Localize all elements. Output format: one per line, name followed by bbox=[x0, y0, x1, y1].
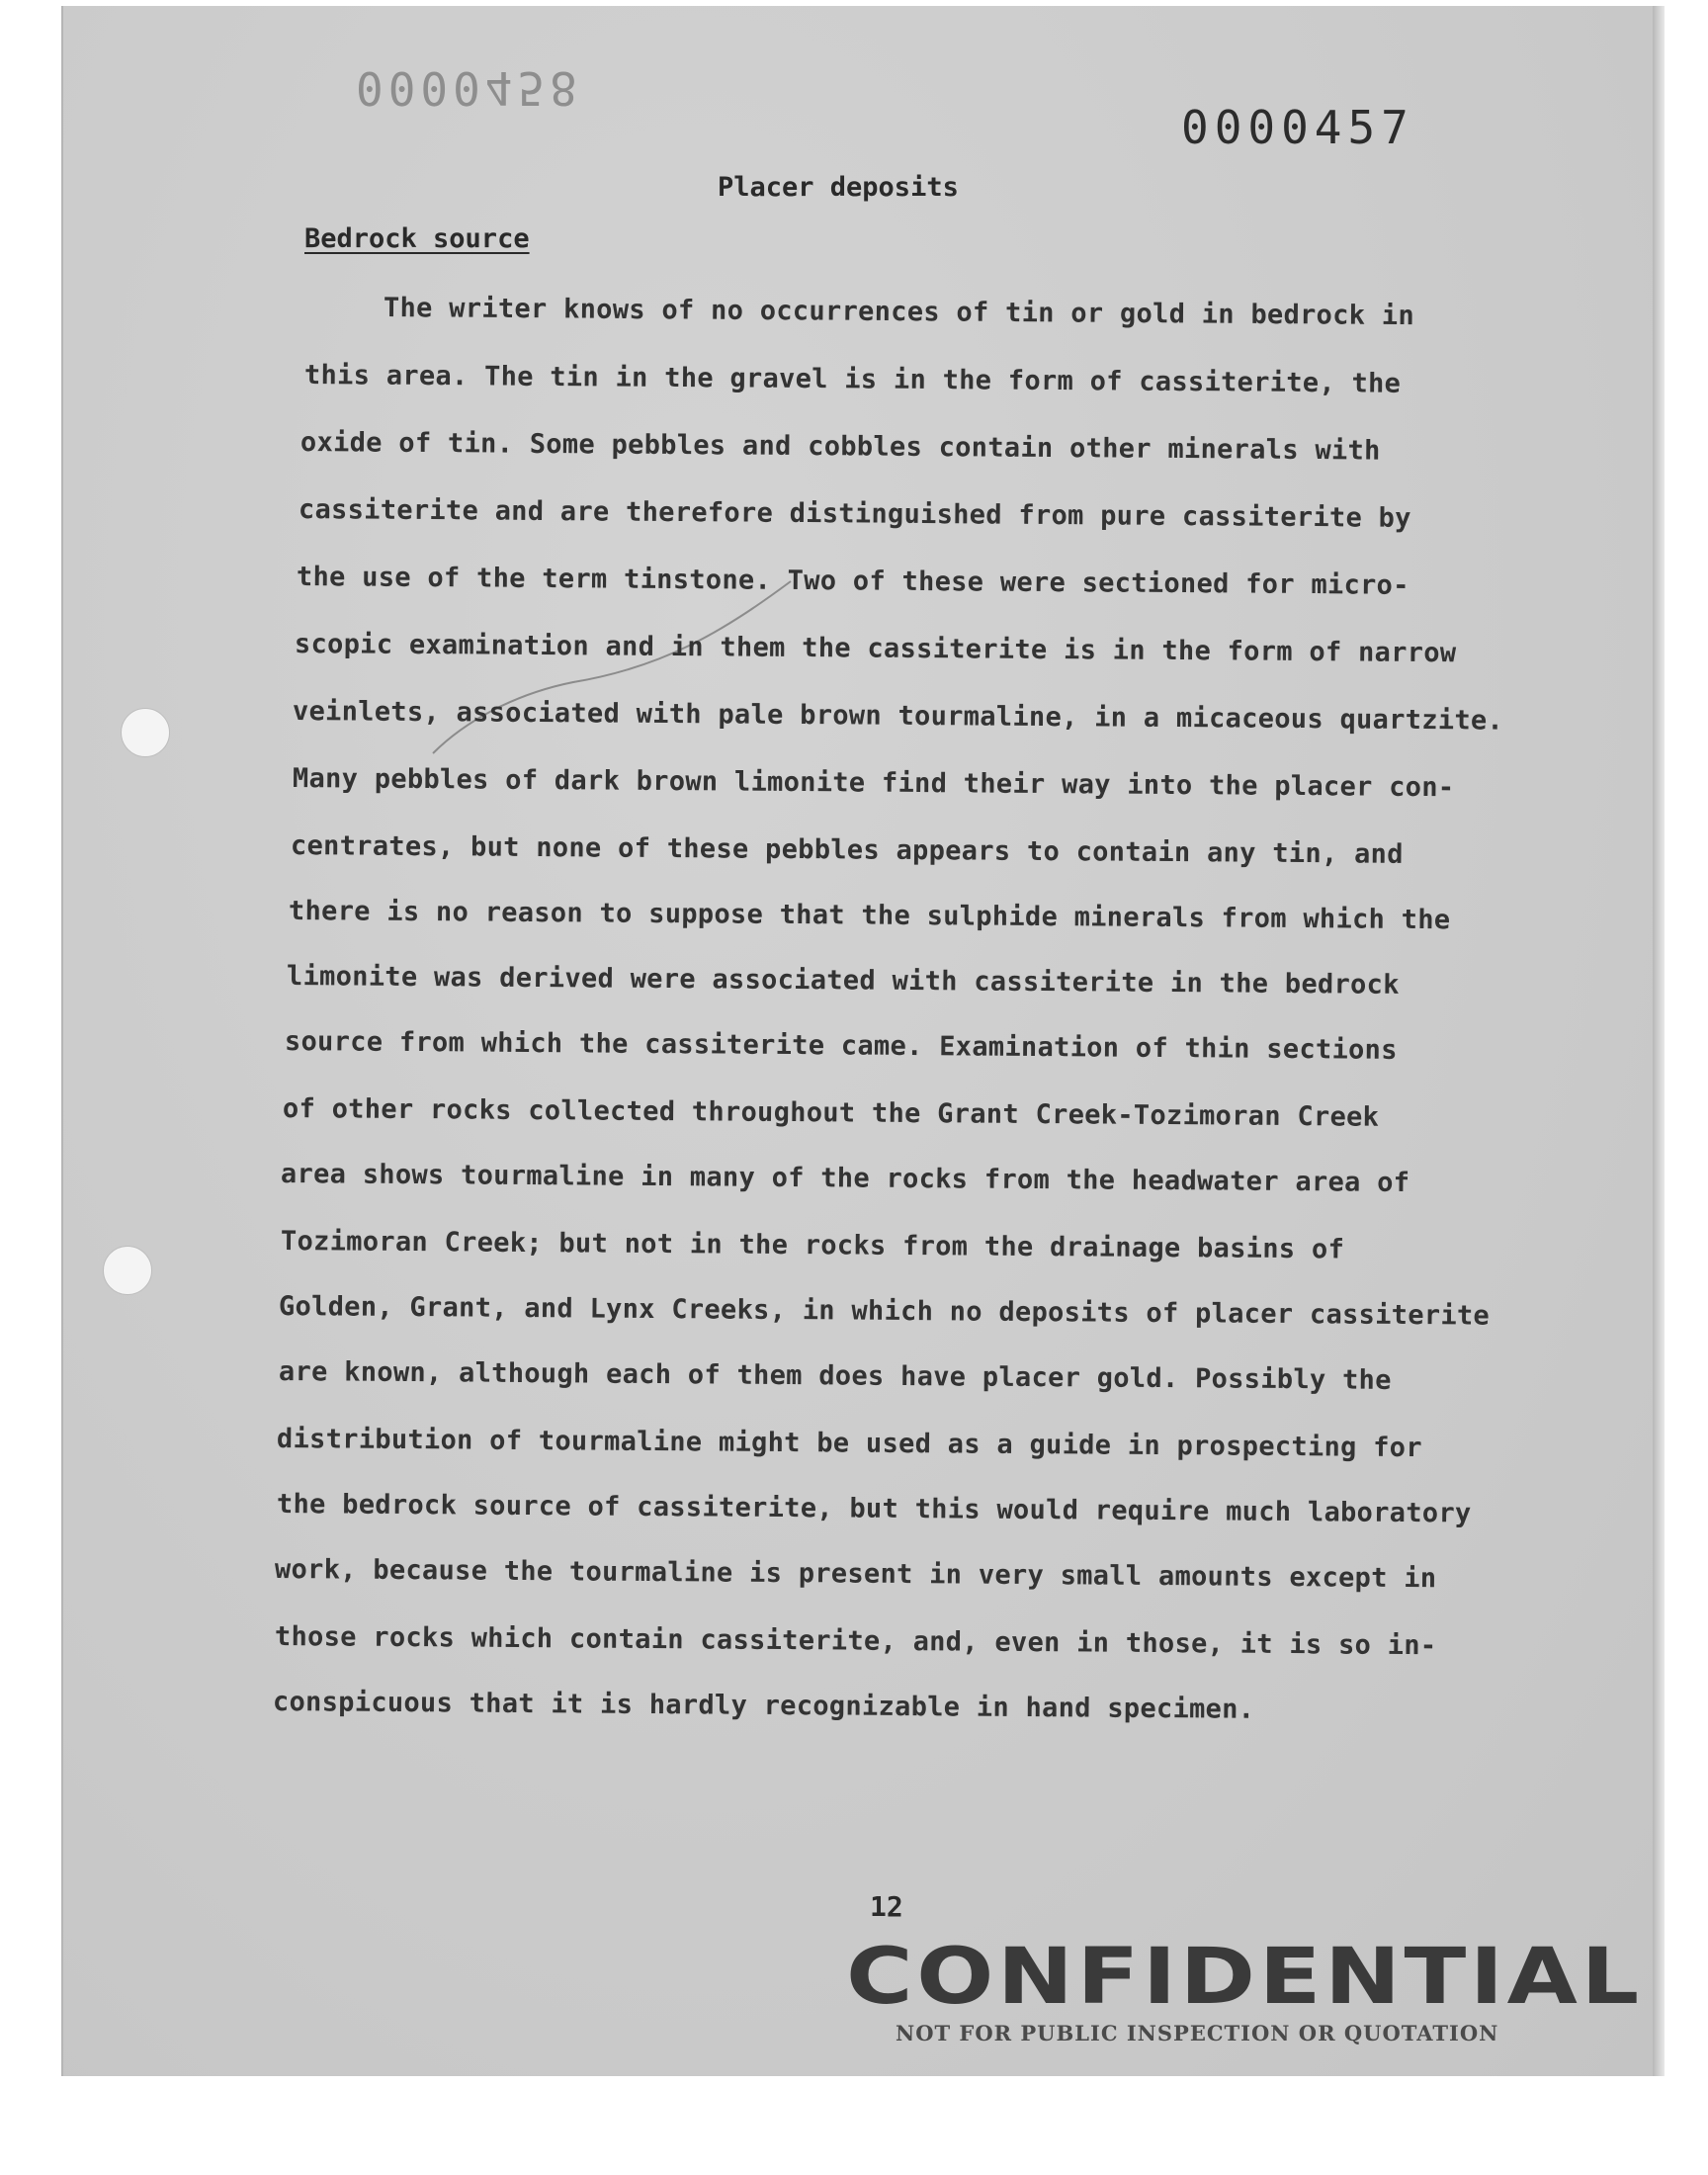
page-edge bbox=[1653, 6, 1665, 2076]
page-number: 12 bbox=[870, 1890, 903, 1923]
body-line: conspicuous that it is hardly recognizable in hand specimen. bbox=[272, 1687, 1255, 1725]
body-line: scopic examination and in them the cassiterite is in the form of narrow bbox=[294, 629, 1457, 669]
confidential-notice: NOT FOR PUBLIC INSPECTION OR QUOTATION bbox=[896, 2021, 1499, 2045]
section-heading: Bedrock source bbox=[304, 223, 530, 254]
body-line: those rocks which contain cassiterite, and, even in those, it is so in- bbox=[274, 1621, 1437, 1662]
punch-hole-top bbox=[121, 708, 170, 757]
body-line: cassiterite and are therefore distinguished from pure cassiterite by bbox=[298, 494, 1411, 534]
body-line: this area. The tin in the gravel is in the form of cassiterite, the bbox=[303, 360, 1402, 399]
mirrored-stamp-number: 0000458 bbox=[356, 61, 582, 115]
body-line: Tozimoran Creek; but not in the rocks from the drainage basins of bbox=[280, 1226, 1345, 1265]
body-line: source from which the cassiterite came. Examination of thin sections bbox=[284, 1026, 1398, 1066]
body-line: the use of the term tinstone. Two of these were sectioned for micro- bbox=[296, 562, 1409, 601]
body-line: of other rocks collected throughout the Grant Creek-Tozimoran Creek bbox=[282, 1093, 1380, 1133]
document-stamp-number: 0000457 bbox=[1181, 101, 1414, 154]
confidential-stamp: CONFIDENTIAL bbox=[846, 1933, 1643, 2022]
body-line: the bedrock source of cassiterite, but this would require much laboratory bbox=[276, 1489, 1472, 1529]
body-line: The writer knows of no occurrences of tin or gold in bedrock in bbox=[383, 293, 1415, 332]
body-line: centrates, but none of these pebbles appears to contain any tin, and bbox=[290, 830, 1404, 870]
body-line: Many pebbles of dark brown limonite find their way into the placer con- bbox=[292, 763, 1455, 804]
body-line: distribution of tourmaline might be used as a guide in prospecting for bbox=[276, 1424, 1422, 1464]
paper-scratch-mark bbox=[425, 573, 801, 761]
body-line: are known, although each of them does have placer gold. Possibly the bbox=[278, 1356, 1392, 1396]
body-line: oxide of tin. Some pebbles and cobbles contain other minerals with bbox=[299, 427, 1381, 467]
body-line: there is no reason to suppose that the sulphide minerals from which the bbox=[288, 896, 1451, 936]
body-line: area shows tourmaline in many of the rocks from the headwater area of bbox=[280, 1159, 1410, 1198]
body-line: work, because the tourmaline is present in very small amounts except in bbox=[274, 1554, 1437, 1595]
punch-hole-bottom bbox=[103, 1246, 152, 1295]
body-line: veinlets, associated with pale brown tourmaline, in a micaceous quartzite. bbox=[292, 696, 1504, 737]
body-line: limonite was derived were associated with cassiterite in the bedrock bbox=[286, 961, 1400, 1000]
page-title: Placer deposits bbox=[718, 172, 959, 203]
body-line: Golden, Grant, and Lynx Creeks, in which no deposits of placer cassiterite bbox=[278, 1291, 1491, 1332]
